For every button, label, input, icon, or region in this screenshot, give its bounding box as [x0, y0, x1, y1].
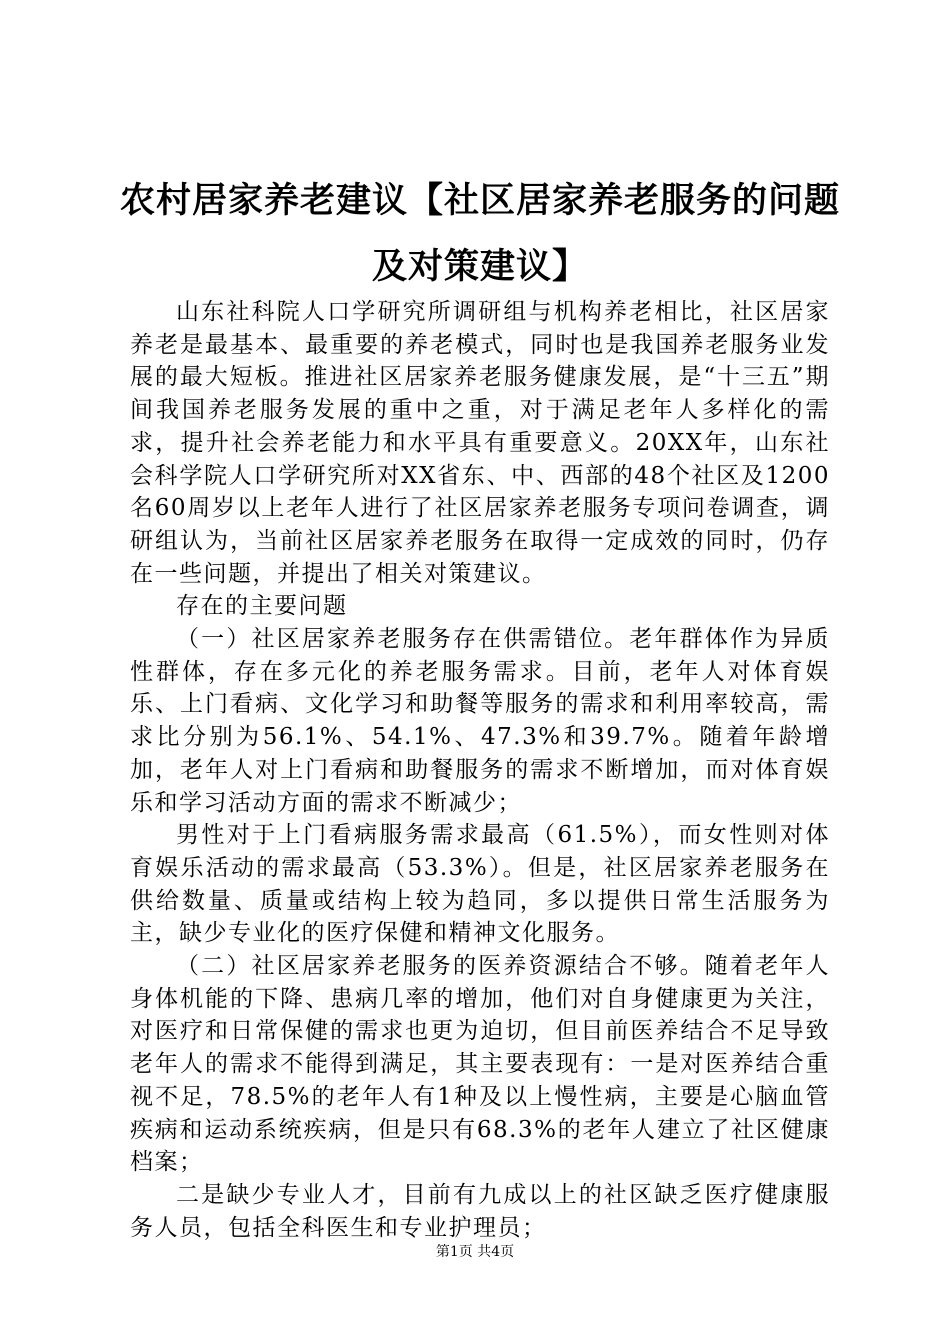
- document-body: [130, 296, 830, 1244]
- page-footer: 第1页 共4页: [435, 1244, 515, 1260]
- paragraph-issue-1: （一）社区居家养老服务存在供需错位。老年群体作为异质性群体，存在多元化的养老服务需求。目前，老年人对体育娱乐、上门看病、文化学习和助餐等服务的需求和利用率较高，需求比分别为56.1%、54.1%、47.3%和39.7%。随着年龄增加，老年人对上门看病和助餐服务的需求不断增加，而对体育娱乐和学习活动方面的需求不断减少；: [130, 626, 830, 816]
- paragraph-intro: 山东社科院人口学研究所调研组与机构养老相比，社区居家养老是最基本、最重要的养老模式，同时也是我国养老服务业发展的最大短板。推进社区居家养老服务健康发展，是“十三五”期间我国养老服务发展的重中之重，对于满足老年人多样化的需求，提升社会养老能力和水平具有重要意义。20XX年，山东社会科学院人口学研究所对XX省东、中、西部的48个社区及1200名60周岁以上老年人进行了社区居家养老服务专项问卷调查，调研组认为，当前社区居家养老服务在取得一定成效的同时，仍存在一些问题，并提出了相关对策建议。: [130, 299, 830, 587]
- paragraph-section-heading: 存在的主要问题: [176, 593, 348, 620]
- document-title: 农村居家养老建议【社区居家养老服务的问题及对策建议】: [119, 180, 840, 287]
- paragraph-gender-demand: 男性对于上门看病服务需求最高（61.5%），而女性则对体育娱乐活动的需求最高（53.3%）。但是，社区居家养老服务在供给数量、质量或结构上较为趋同，多以提供日常生活服务为主，缺少专业化的医疗保健和精神文化服务。: [130, 822, 830, 947]
- paragraph-talent-shortage: 二是缺少专业人才，目前有九成以上的社区缺乏医疗健康服务人员，包括全科医生和专业护理员；: [130, 1181, 830, 1241]
- paragraph-issue-2: （二）社区居家养老服务的医养资源结合不够。随着老年人身体机能的下降、患病几率的增加，他们对自身健康更为关注，对医疗和日常保健的需求也更为迫切，但目前医养结合不足导致老年人的需求不能得到满足，其主要表现有：一是对医养结合重视不足，78.5%的老年人有1种及以上慢性病，主要是心脑血管疾病和运动系统疾病，但是只有68.3%的老年人建立了社区健康档案；: [130, 953, 830, 1176]
